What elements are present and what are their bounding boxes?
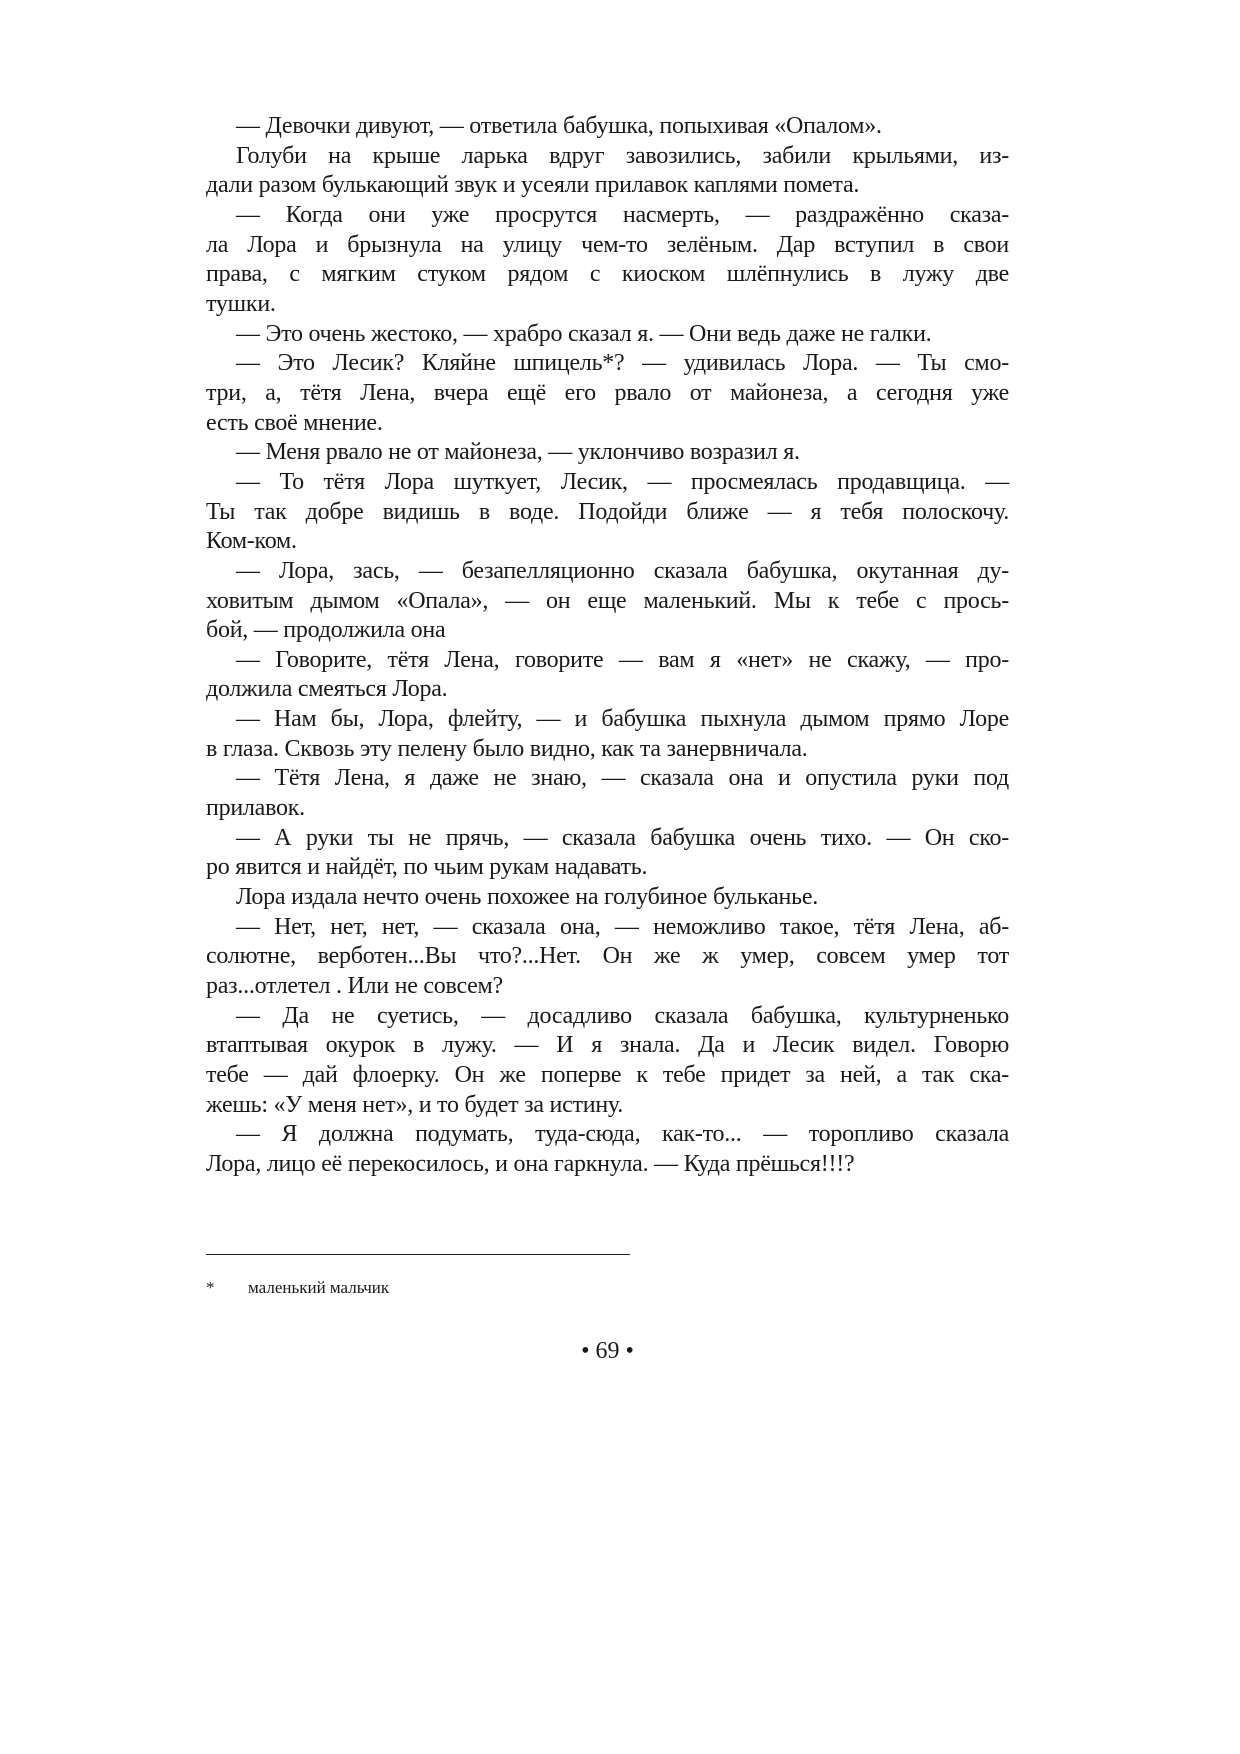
footnote-rule: [206, 1254, 630, 1255]
paragraph: [206, 320, 1009, 350]
text-line: Лора издала нечто очень похожее на голубиное бульканье.: [236, 884, 818, 911]
text-line: Голуби на крыше ларька вдруг завозились, забили крыльями, из-: [236, 142, 1009, 169]
text-line: — Я должна подумать, туда-сюда, как-то... — торопливо сказала: [236, 1121, 1009, 1148]
text-line: должила смеяться Лора.: [206, 676, 448, 703]
text-line: — Девочки дивуют, — ответила бабушка, попыхивая «Опалом».: [236, 113, 882, 139]
page-body: [206, 112, 1009, 1180]
text-line: есть своё мнение.: [206, 409, 383, 436]
text-line: Лора, лицо её перекосилось, и она гаркнула. — Куда прёшься!!!?: [206, 1150, 855, 1177]
text-line: тебе — дай флоерку. Он же поперве к тебе придет за ней, а так ска-: [206, 1062, 1009, 1088]
footnote-mark: *: [206, 1278, 215, 1297]
paragraph: [206, 883, 1009, 913]
text-line: — Да не суетись, — досадливо сказала бабушка, культурненько: [236, 1002, 1009, 1029]
text-line: — Лора, зась, — безапелляционно сказала бабушка, окутанная ду-: [236, 557, 1009, 584]
text-line: тушки.: [206, 290, 276, 317]
paragraph: [206, 349, 1009, 438]
paragraph: [206, 201, 1009, 320]
page-number: • 69 •: [581, 1338, 634, 1364]
text-line: три, а, тётя Лена, вчера ещё его рвало от майонеза, а сегодня уже: [206, 379, 1009, 406]
paragraph: [206, 824, 1009, 883]
paragraph: [206, 764, 1009, 823]
paragraph: [206, 913, 1009, 1002]
text-line: бой, — продолжила она: [206, 617, 446, 644]
text-line: — А руки ты не прячь, — сказала бабушка очень тихо. — Он ско-: [236, 824, 1009, 851]
paragraph: [206, 438, 1009, 468]
text-line: прилавок.: [206, 795, 305, 822]
text-line: — Нет, нет, нет, — сказала она, — неможливо такое, тётя Лена, аб-: [236, 913, 1009, 940]
text-line: втаптывая окурок в лужу. — И я знала. Да и Лесик видел. Говорю: [206, 1032, 1009, 1059]
body-text: [206, 112, 1009, 1180]
text-line: ла Лора и брызнула на улицу чем-то зелёным. Дар вступил в свои: [206, 231, 1009, 258]
text-line: раз...отлетел . Или не совсем?: [206, 973, 503, 1000]
paragraph: [206, 468, 1009, 557]
text-line: солютне, верботен...Вы что?...Нет. Он же ж умер, совсем умер тот: [206, 943, 1009, 970]
text-line: Ком-ком.: [206, 528, 297, 555]
paragraph: [206, 1120, 1009, 1179]
footnote: [206, 1278, 389, 1298]
text-line: — Нам бы, Лора, флейту, — и бабушка пыхнула дымом прямо Лоре: [236, 706, 1009, 733]
text-line: права, с мягким стуком рядом с киоском шлёпнулись в лужу две: [206, 261, 1009, 288]
text-line: ро явится и найдёт, по чьим рукам надавать.: [206, 854, 648, 881]
text-line: жешь: «У меня нет», и то будет за истину.: [206, 1091, 624, 1118]
footnote-text: маленький мальчик: [248, 1278, 390, 1297]
text-line: — Это очень жестоко, — храбро сказал я. — Они ведь даже не галки.: [236, 320, 932, 347]
paragraph: [206, 705, 1009, 764]
text-line: — Это Лесик? Кляйне шпицель*? — удивилась Лора. — Ты смо-: [236, 350, 1009, 377]
text-line: ховитым дымом «Опала», — он еще маленький. Мы к тебе с прось-: [206, 587, 1009, 614]
text-line: дали разом булькающий звук и усеяли прилавок каплями помета.: [206, 172, 860, 199]
paragraph: [206, 646, 1009, 705]
paragraph: [206, 112, 1009, 142]
text-line: — Говорите, тётя Лена, говорите — вам я «нет» не скажу, — про-: [236, 646, 1009, 673]
text-line: Ты так добре видишь в воде. Подойди ближе — я тебя полоскочу.: [206, 498, 1009, 525]
text-line: — То тётя Лора шуткует, Лесик, — просмеялась продавщица. —: [236, 468, 1009, 495]
text-line: — Меня рвало не от майонеза, — уклончиво возразил я.: [236, 439, 800, 466]
text-line: — Тётя Лена, я даже не знаю, — сказала она и опустила руки под: [236, 765, 1009, 792]
paragraph: [206, 557, 1009, 646]
paragraph: [206, 142, 1009, 201]
text-line: в глаза. Сквозь эту пелену было видно, как та занервничала.: [206, 735, 808, 762]
paragraph: [206, 1002, 1009, 1121]
text-line: — Когда они уже просрутся насмерть, — раздражённо сказа-: [236, 201, 1009, 228]
